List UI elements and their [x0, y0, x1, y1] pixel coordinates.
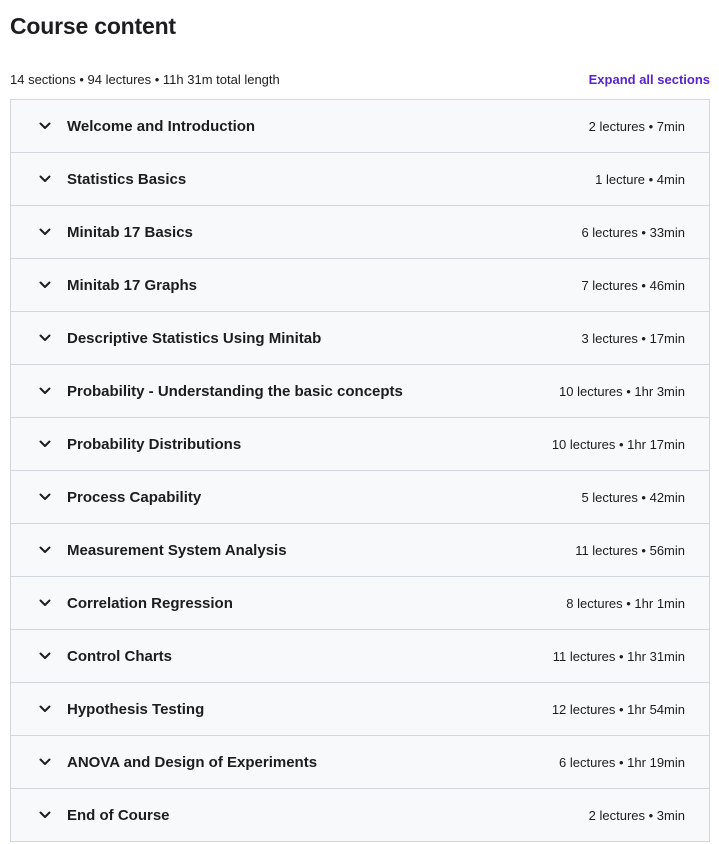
section-row[interactable] — [11, 789, 709, 841]
section-row[interactable] — [11, 736, 709, 789]
section-meta: 11 lectures • 1hr 31min — [552, 648, 685, 664]
chevron-down-icon — [38, 384, 52, 398]
chevron-down-icon — [38, 755, 52, 769]
section-row[interactable] — [11, 524, 709, 577]
section-row[interactable] — [11, 206, 709, 259]
section-row[interactable] — [11, 153, 709, 206]
section-meta: 12 lectures • 1hr 54min — [551, 701, 685, 717]
expand-all-sections-button[interactable]: Expand all sections — [588, 71, 710, 87]
course-summary: 14 sections • 94 lectures • 11h 31m total length — [10, 71, 280, 87]
course-summary-row — [10, 70, 710, 88]
section-title: Probability Distributions — [67, 435, 242, 453]
section-meta: 5 lectures • 42min — [581, 489, 685, 505]
section-row[interactable] — [11, 683, 709, 736]
section-title: Hypothesis Testing — [67, 700, 205, 718]
section-meta: 2 lectures • 7min — [588, 118, 685, 134]
section-meta: 6 lectures • 33min — [581, 224, 685, 240]
section-title: End of Course — [67, 806, 170, 824]
sections-list — [10, 99, 710, 842]
section-meta: 10 lectures • 1hr 17min — [551, 436, 685, 452]
chevron-down-icon — [38, 331, 52, 345]
section-title: ANOVA and Design of Experiments — [67, 753, 318, 771]
chevron-down-icon — [38, 596, 52, 610]
section-title: Correlation Regression — [67, 594, 233, 612]
chevron-down-icon — [38, 225, 52, 239]
chevron-down-icon — [38, 119, 52, 133]
section-meta: 6 lectures • 1hr 19min — [559, 754, 685, 770]
section-title: Minitab 17 Basics — [67, 223, 193, 241]
section-row[interactable] — [11, 471, 709, 524]
chevron-down-icon — [38, 702, 52, 716]
section-meta: 1 lecture • 4min — [595, 171, 685, 187]
section-row[interactable] — [11, 418, 709, 471]
section-meta: 7 lectures • 46min — [581, 277, 685, 293]
section-row[interactable] — [11, 259, 709, 312]
page-title: Course content — [10, 13, 176, 39]
section-row[interactable] — [11, 630, 709, 683]
section-title: Descriptive Statistics Using Minitab — [67, 329, 322, 347]
section-title: Statistics Basics — [67, 170, 187, 188]
section-meta: 10 lectures • 1hr 3min — [559, 383, 685, 399]
section-title: Control Charts — [67, 647, 172, 665]
section-row[interactable] — [11, 577, 709, 630]
section-row[interactable] — [11, 100, 709, 153]
section-title: Minitab 17 Graphs — [67, 276, 198, 294]
chevron-down-icon — [38, 172, 52, 186]
section-meta: 3 lectures • 17min — [581, 330, 685, 346]
section-title: Welcome and Introduction — [67, 117, 256, 135]
section-title: Probability - Understanding the basic concepts — [67, 382, 403, 400]
section-row[interactable] — [11, 312, 709, 365]
chevron-down-icon — [38, 437, 52, 451]
section-meta: 2 lectures • 3min — [588, 807, 685, 823]
chevron-down-icon — [38, 649, 52, 663]
section-meta: 11 lectures • 56min — [575, 542, 685, 558]
chevron-down-icon — [38, 808, 52, 822]
section-title: Process Capability — [67, 488, 202, 506]
chevron-down-icon — [38, 278, 52, 292]
section-meta: 8 lectures • 1hr 1min — [566, 595, 685, 611]
chevron-down-icon — [38, 543, 52, 557]
section-row[interactable] — [11, 365, 709, 418]
section-title: Measurement System Analysis — [67, 541, 287, 559]
chevron-down-icon — [38, 490, 52, 504]
